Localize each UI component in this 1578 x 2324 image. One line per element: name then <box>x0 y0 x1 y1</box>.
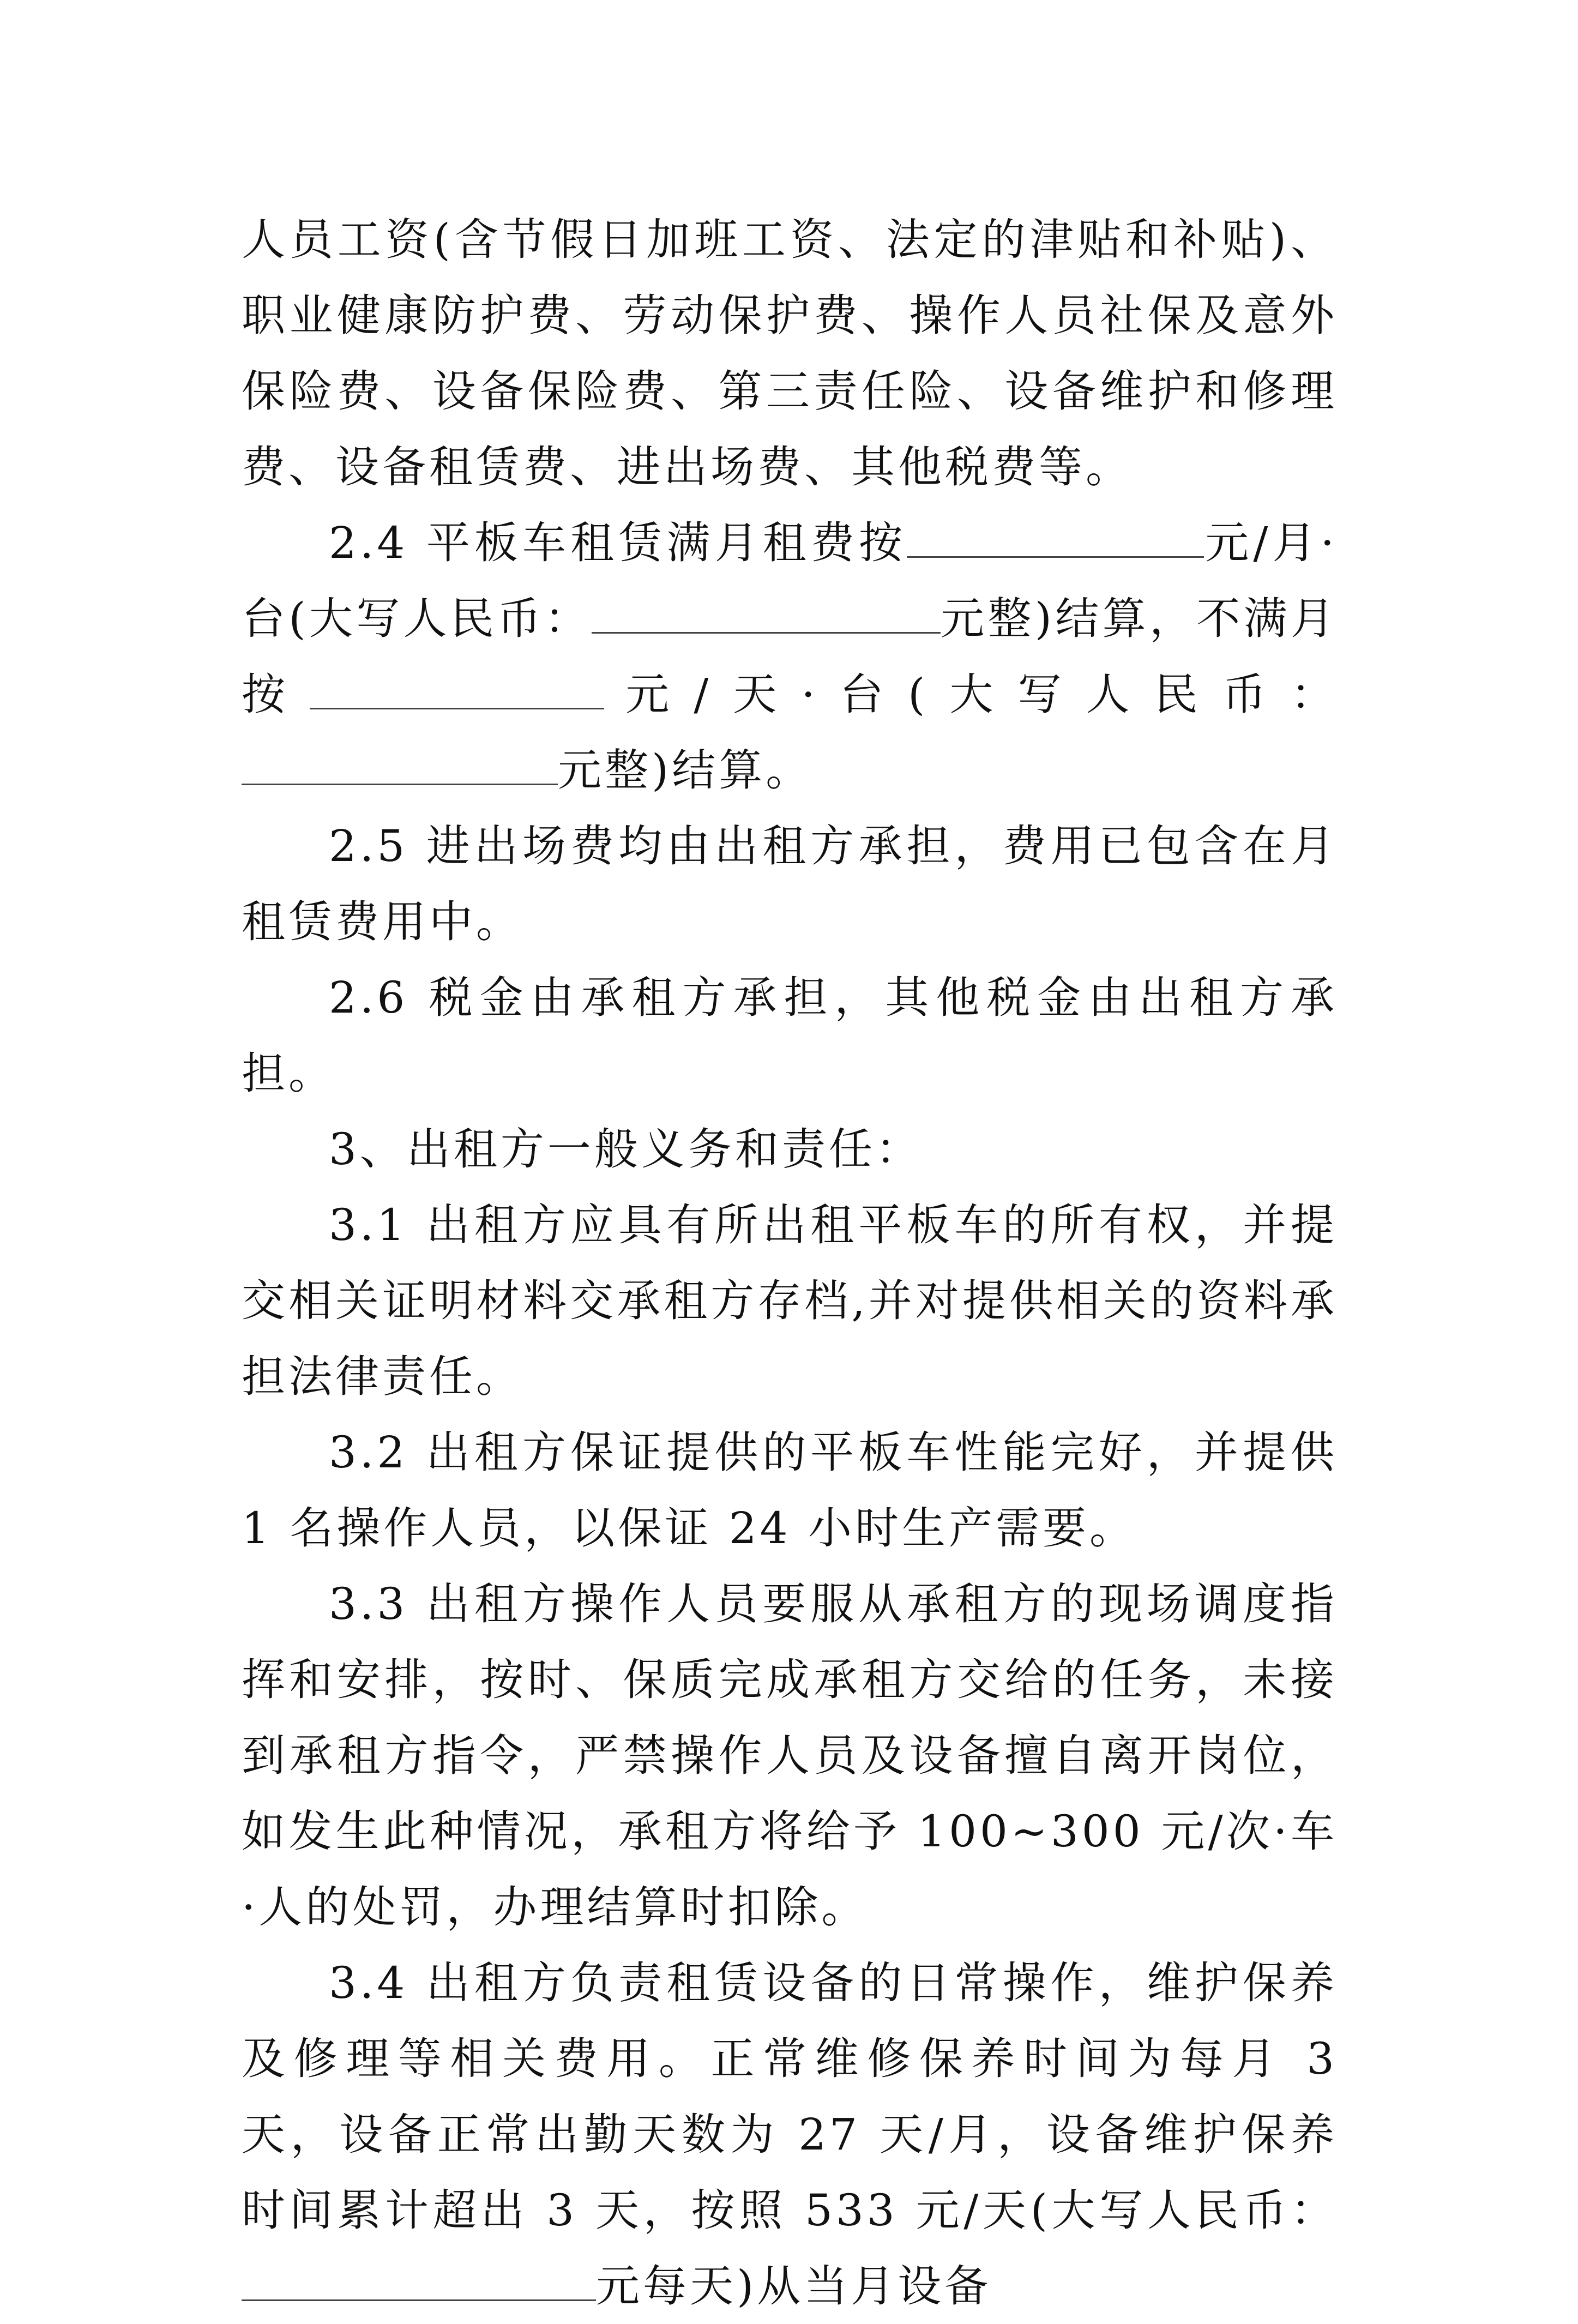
paragraph-2-4-rent <box>242 505 1338 808</box>
paragraph-2-6: 2.6 税金由承租方承担，其他税金由出租方承担。 <box>242 972 1338 1099</box>
text-segment: 2.4 平板车租赁满月租费按 <box>329 517 907 568</box>
paragraph-cost-items: 人员工资(含节假日加班工资、法定的津贴和补贴)、职业健康防护费、劳动保护费、操作人员社保及意外保险费、设备保险费、第三责任险、设备维护和修理费、设备租赁费、进出场费、其他税费等。 <box>242 214 1338 492</box>
paragraph-3-1: 3.1 出租方应具有所出租平板车的所有权，并提交相关证明材料交承租方存档,并对提供相关的资料承担法律责任。 <box>242 1200 1338 1402</box>
text-segment: 3.4 出租方负责租赁设备的日常操作，维护保养及修理等相关费用。正常维修保养时间为每月 3 天，设备正常出勤天数为 27 天/月，设备维护保养时间累计超出 3 天，按照 533 元/天(大写人民币： <box>242 1958 1338 2236</box>
document-body <box>242 202 1338 2324</box>
paragraph-3-2: 3.2 出租方保证提供的平板车性能完好，并提供 1 名操作人员，以保证 24 小时生产需要。 <box>242 1427 1338 1554</box>
text-segment: 元每天)从当月设备 <box>596 2261 992 2311</box>
text-segment: 元/月·台(大写人民币： <box>242 517 1338 644</box>
blank-daily-rent <box>310 670 604 709</box>
blank-monthly-rent <box>907 518 1204 558</box>
paragraph-2-5: 2.5 进出场费均由出租方承担，费用已包含在月租赁费用中。 <box>242 821 1338 947</box>
section-heading-3: 3、出租方一般义务和责任： <box>329 1124 923 1175</box>
blank-daily-fee-uppercase <box>242 2261 596 2301</box>
blank-daily-rent-uppercase <box>242 745 558 785</box>
paragraph-3-4 <box>242 1945 1338 2324</box>
blank-monthly-rent-uppercase <box>592 594 941 634</box>
text-segment: 元整)结算，不满月按 <box>242 593 1338 720</box>
text-segment: 元整)结算。 <box>558 745 813 796</box>
text-segment: 元/天·台(大写人民币： <box>604 669 1338 720</box>
paragraph-3-3: 3.3 出租方操作人员要服从承租方的现场调度指挥和安排，按时、保质完成承租方交给的任务，未接到承租方指令，严禁操作人员及设备擅自离开岗位，如发生此种情况，承租方将给予 100~300 元/次·车·人的处罚，办理结算时扣除。 <box>242 1579 1338 1932</box>
